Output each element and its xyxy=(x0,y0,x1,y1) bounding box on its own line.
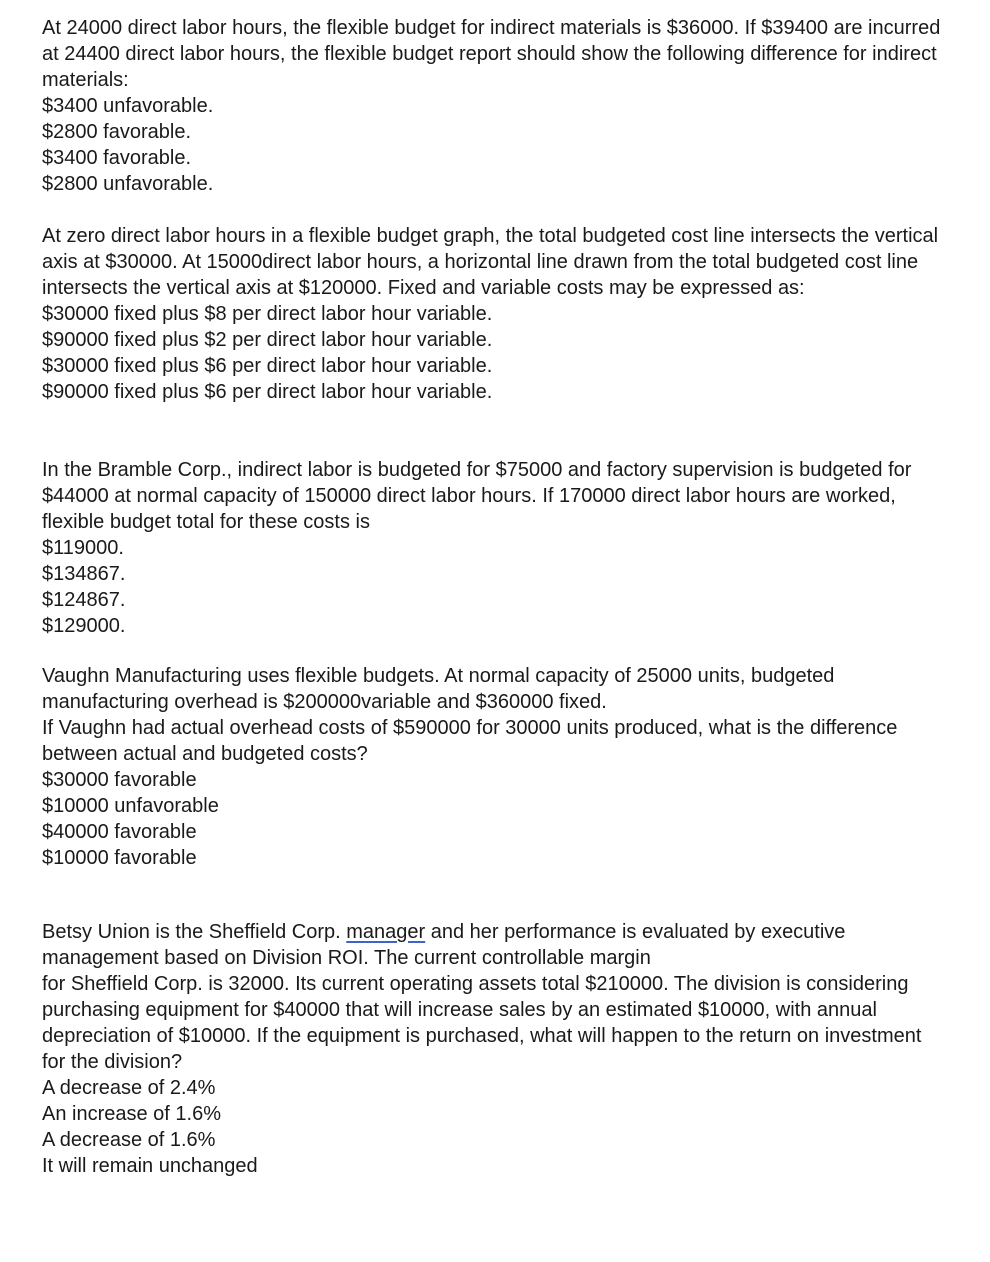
question-5 xyxy=(42,919,942,1179)
answer-option: $40000 favorable xyxy=(42,821,197,843)
answer-option: $10000 favorable xyxy=(42,847,197,869)
question-stem: At zero direct labor hours in a flexible budget graph, the total budgeted cost line intersects the vertical axis at $30000. At 15000direct labor hours, a horizontal line drawn from the total budgeted cost line intersects the vertical axis at $120000. Fixed and variable costs may be expressed as: xyxy=(42,225,939,299)
underlined-word: manager xyxy=(346,921,426,943)
question-stem-line: Vaughn Manufacturing uses flexible budgets. At normal capacity of 25000 units, budgeted manufacturing overhead is $200000variable and $360000 fixed. xyxy=(42,665,835,713)
answer-option: A decrease of 2.4% xyxy=(42,1077,216,1099)
question-2 xyxy=(42,223,942,405)
answer-option: $124867. xyxy=(42,589,126,611)
answer-option: $134867. xyxy=(42,563,126,585)
question-4 xyxy=(42,663,942,871)
question-stem-line xyxy=(42,919,942,971)
question-stem: At 24000 direct labor hours, the flexible budget for indirect materials is $36000. If $39400 are incurred at 24400 direct labor hours, the flexible budget report should show the following difference for indirect materials: xyxy=(42,17,941,91)
answer-option: $129000. xyxy=(42,615,126,637)
answer-option: An increase of 1.6% xyxy=(42,1103,221,1125)
answer-option: $30000 favorable xyxy=(42,769,197,791)
answer-option: A decrease of 1.6% xyxy=(42,1129,216,1151)
question-3 xyxy=(42,457,942,639)
question-stem xyxy=(42,919,942,1075)
question-stem-line: If Vaughn had actual overhead costs of $590000 for 30000 units produced, what is the difference between actual and budgeted costs? xyxy=(42,717,898,765)
answer-option: $2800 unfavorable. xyxy=(42,173,214,195)
question-stem xyxy=(42,663,942,767)
answer-option: $3400 favorable. xyxy=(42,147,192,169)
answer-option: $90000 fixed plus $2 per direct labor hour variable. xyxy=(42,329,493,351)
answer-option: $2800 favorable. xyxy=(42,121,192,143)
question-stem-line: for Sheffield Corp. is 32000. Its current operating assets total $210000. The division is considering purchasing equipment for $40000 that will increase sales by an estimated $10000, with annual depreciation of $10000. If the equipment is purchased, what will happen to the return on investment for the division? xyxy=(42,973,922,1073)
answer-option: $3400 unfavorable. xyxy=(42,95,214,117)
answer-option: $10000 unfavorable xyxy=(42,795,219,817)
answer-option: $90000 fixed plus $6 per direct labor hour variable. xyxy=(42,381,493,403)
answer-option: $119000. xyxy=(42,537,124,559)
answer-option: It will remain unchanged xyxy=(42,1155,258,1177)
answer-option: $30000 fixed plus $6 per direct labor hour variable. xyxy=(42,355,493,377)
question-stem: In the Bramble Corp., indirect labor is budgeted for $75000 and factory supervision is budgeted for $44000 at normal capacity of 150000 direct labor hours. If 170000 direct labor hours are worked, flexible budget total for these costs is xyxy=(42,459,912,533)
stem-text: Betsy Union is the Sheffield Corp. xyxy=(42,921,347,943)
question-1 xyxy=(42,15,942,197)
answer-option: $30000 fixed plus $8 per direct labor hour variable. xyxy=(42,303,493,325)
stem-text: and her performance is evaluated by executive management based on Division ROI. The current controllable margin xyxy=(42,921,846,969)
